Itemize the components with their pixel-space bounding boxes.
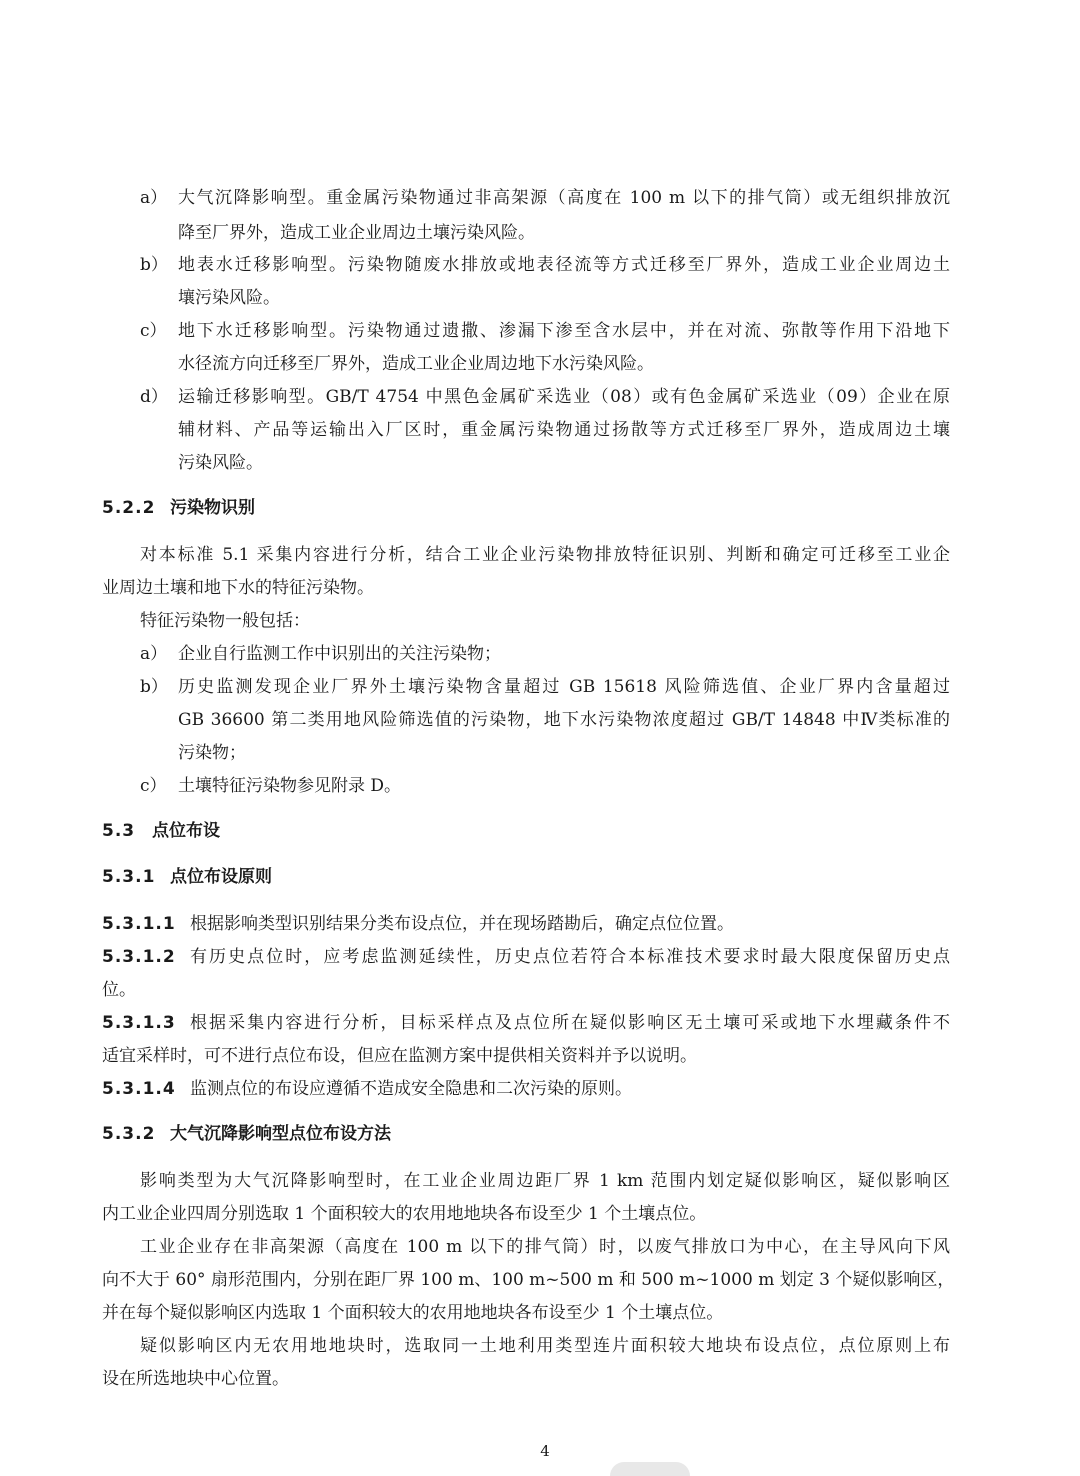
section-number: 5.2.2 (102, 498, 156, 518)
list-marker: b） (140, 677, 168, 697)
list-text-line: 污染物； (178, 743, 246, 763)
paragraph-line: 影响类型为大气沉降影响型时，在工业企业周边距厂界 1 km 范围内划定疑似影响区，疑似影响区 (140, 1171, 950, 1191)
list-text-line: 大气沉降影响型。重金属污染物通过非高架源（高度在 100 m 以下的排气筒）或无组织排放沉 (178, 188, 950, 208)
page-number: 4 (540, 1442, 550, 1460)
paragraph-line: 设在所选地块中心位置。 (102, 1369, 289, 1389)
section-title: 大气沉降影响型点位布设方法 (170, 1124, 391, 1144)
paragraph-line: 内工业企业四周分别选取 1 个面积较大的农用地地块各布设至少 1 个土壤点位。 (102, 1204, 707, 1224)
clause-text-line: 有历史点位时，应考虑监测延续性，历史点位若符合本标准技术要求时最大限度保留历史点 (190, 947, 950, 967)
clause-number: 5.3.1.1 (102, 914, 176, 934)
list-text-line: 壤污染风险。 (178, 288, 280, 308)
list-text-line: 地下水迁移影响型。污染物通过遗撒、渗漏下渗至含水层中，并在对流、弥散等作用下沿地下 (178, 321, 950, 341)
list-text-line: 水径流方向迁移至厂界外，造成工业企业周边地下水污染风险。 (178, 354, 654, 374)
list-text-line: 地表水迁移影响型。污染物随废水排放或地表径流等方式迁移至厂界外，造成工业企业周边土 (178, 255, 950, 275)
list-text-line: 降至厂界外，造成工业企业周边土壤污染风险。 (178, 223, 535, 243)
clause-text-line: 位。 (102, 980, 136, 1000)
paragraph-line: 工业企业存在非高架源（高度在 100 m 以下的排气筒）时，以废气排放口为中心，在主导风向下风 (140, 1237, 950, 1257)
paragraph-line: 特征污染物一般包括： (140, 611, 310, 631)
list-text-line: 历史监测发现企业厂界外土壤污染物含量超过 GB 15618 风险筛选值、企业厂界内含量超过 (178, 677, 950, 697)
list-marker: a） (140, 188, 168, 208)
paragraph-line: 业周边土壤和地下水的特征污染物。 (102, 578, 374, 598)
paragraph-line: 向不大于 60° 扇形范围内，分别在距厂界 100 m、100 m~500 m 和 500 m~1000 m 划定 3 个疑似影响区， (102, 1270, 955, 1290)
list-text-line: 运输迁移影响型。GB/T 4754 中黑色金属矿采选业（08）或有色金属矿采选业（09）企业在原 (178, 387, 950, 407)
section-title: 点位布设原则 (170, 867, 272, 887)
list-marker: b） (140, 255, 168, 275)
clause-number: 5.3.1.4 (102, 1079, 176, 1099)
section-title: 点位布设 (152, 821, 220, 841)
section-number: 5.3.1 (102, 867, 156, 887)
section-number: 5.3.2 (102, 1124, 156, 1144)
paragraph-line: 并在每个疑似影响区内选取 1 个面积较大的农用地地块各布设至少 1 个土壤点位。 (102, 1303, 724, 1323)
section-number: 5.3 (102, 821, 136, 841)
list-text-line: 土壤特征污染物参见附录 D。 (178, 776, 402, 796)
paragraph-line: 疑似影响区内无农用地地块时，选取同一土地利用类型连片面积较大地块布设点位，点位原则上布 (140, 1336, 950, 1356)
paragraph-line: 对本标准 5.1 采集内容进行分析，结合工业企业污染物排放特征识别、判断和确定可迁移至工业企 (140, 545, 950, 565)
clause-number: 5.3.1.3 (102, 1013, 176, 1033)
list-marker: a） (140, 644, 168, 664)
clause-text-line: 监测点位的布设应遵循不造成安全隐患和二次污染的原则。 (190, 1079, 632, 1099)
clause-text-line: 根据采集内容进行分析，目标采样点及点位所在疑似影响区无土壤可采或地下水埋藏条件不 (190, 1013, 950, 1033)
bottom-edge-shadow (610, 1462, 690, 1476)
list-text-line: GB 36600 第二类用地风险筛选值的污染物，地下水污染物浓度超过 GB/T 14848 中Ⅳ类标准的 (178, 710, 950, 730)
list-marker: c） (140, 776, 167, 796)
list-marker: c） (140, 321, 167, 341)
clause-text-line: 适宜采样时，可不进行点位布设，但应在监测方案中提供相关资料并予以说明。 (102, 1046, 697, 1066)
list-text-line: 企业自行监测工作中识别出的关注污染物； (178, 644, 501, 664)
clause-text-line: 根据影响类型识别结果分类布设点位，并在现场踏勘后，确定点位位置。 (190, 914, 734, 934)
section-title: 污染物识别 (170, 498, 255, 518)
list-text-line: 污染风险。 (178, 453, 263, 473)
list-marker: d） (140, 387, 168, 407)
list-text-line: 辅材料、产品等运输出入厂区时，重金属污染物通过扬散等方式迁移至厂界外，造成周边土壤 (178, 420, 950, 440)
clause-number: 5.3.1.2 (102, 947, 176, 967)
